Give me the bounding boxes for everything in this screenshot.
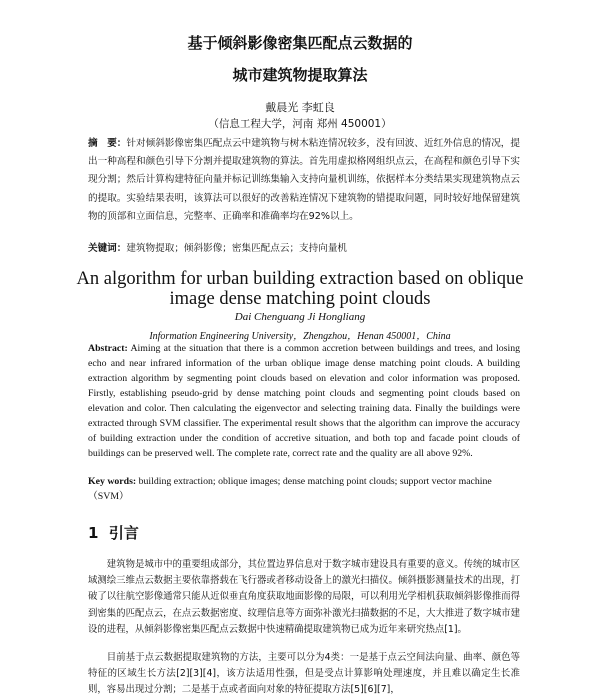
section-heading-introduction bbox=[88, 522, 139, 543]
abstract-en-label: Abstract: bbox=[88, 343, 128, 354]
keywords-cn-label: 关键词： bbox=[88, 243, 127, 254]
abstract-en-text: Aiming at the situation that there is a common accretion between buildings and trees, and losing echo and near infrared information of the urban oblique image dense matching point clouds. A building extraction algorithm by segmenting point clouds based on elevation and color information was proposed. Firstly, establishing pseudo-grid by dense matching point clouds and segmenting point clouds based on elevation and color. Then calculating the eigenvector and selecting training data. Finally the buildings were extracted through SVM classifier. The experimental result shows that the algorithm can improve the accuracy of building extraction under the condition of accretive situation, and both top and facade point clouds of buildings can be preserved well. The complete rate, correct rate and the quality are all above 92%. bbox=[88, 343, 520, 459]
paper-title-en-line2: image dense matching point clouds bbox=[169, 289, 431, 309]
paper-title-cn-line2: 城市建筑物提取算法 bbox=[232, 66, 368, 84]
keywords-en-text: building extraction; oblique images; dense matching point clouds; support vector machine（SVM） bbox=[88, 476, 492, 502]
keywords-en-label: Key words: bbox=[88, 476, 137, 487]
section-number: 1 bbox=[88, 524, 99, 542]
abstract-en bbox=[88, 341, 520, 461]
affiliation-en: Information Engineering University，Zhengzhou，Henan 450001，China bbox=[149, 331, 451, 342]
paper-title-en-line1: An algorithm for urban building extraction based on oblique bbox=[76, 269, 524, 289]
keywords-cn bbox=[88, 242, 520, 256]
abstract-cn-text: 针对倾斜影像密集匹配点云中建筑物与树木粘连情况较多，没有回波、近红外信息的情况，提出一种高程和颜色引导下分割并提取建筑物的算法。首先用虚拟格网组织点云，在高程和颜色引导下实现分割；然后计算构建特征向量并标记训练集输入支持向量机训练，依据样本分类结果实现建筑物点云的提取。实验结果表明，该算法可以很好的改善粘连情况下建筑物的错提取问题，同时较好地保留建筑物的顶部和立面信息，完整率、正确率和准确率均在92%以上。 bbox=[88, 138, 521, 222]
paper-title-cn-line1: 基于倾斜影像密集匹配点云数据的 bbox=[187, 34, 413, 52]
authors-cn: 戴晨光 李虹良 bbox=[265, 101, 335, 114]
affiliation-cn: （信息工程大学，河南 郑州 450001） bbox=[208, 118, 392, 130]
abstract-cn-label: 摘 要： bbox=[88, 138, 127, 149]
keywords-cn-text: 建筑物提取；倾斜影像；密集匹配点云；支持向量机 bbox=[126, 243, 348, 254]
abstract-cn bbox=[88, 135, 520, 226]
intro-paragraph-1: 建筑物是城市中的重要组成部分，其位置边界信息对于数字城市建设具有重要的意义。传统的城市区域测绘三维点云数据主要依靠搭载在飞行器或者移动设备上的激光扫描仪。倾斜摄影测量技术的出现，打破了以往航空影像通常只能从近似垂直角度获取地面影像的局限，可以利用光学相机获取倾斜影像推而得到密集的匹配点云，在点云数据密度、纹理信息等方面弥补激光扫描数据的不足，大大推进了数字城市建设的进程，从倾斜影像密集匹配点云数据中快速精确提取建筑物已成为近年来研究热点[1]。 bbox=[88, 559, 520, 635]
section-title: 引言 bbox=[108, 524, 139, 542]
authors-en: Dai Chenguang Ji Hongliang bbox=[234, 311, 366, 323]
intro-paragraph-2: 目前基于点云数据提取建筑物的方法，主要可以分为4类：一是基于点云空间法向量、曲率、颜色等特征的区域生长方法[2][3][4]，该方法适用性强，但是受点计算影响处理速度，并且难以确定生长准则，容易出现过分割；二是基于点或者面向对象的特征提取方法[5][6][7]， bbox=[88, 652, 520, 696]
keywords-en bbox=[88, 474, 520, 504]
